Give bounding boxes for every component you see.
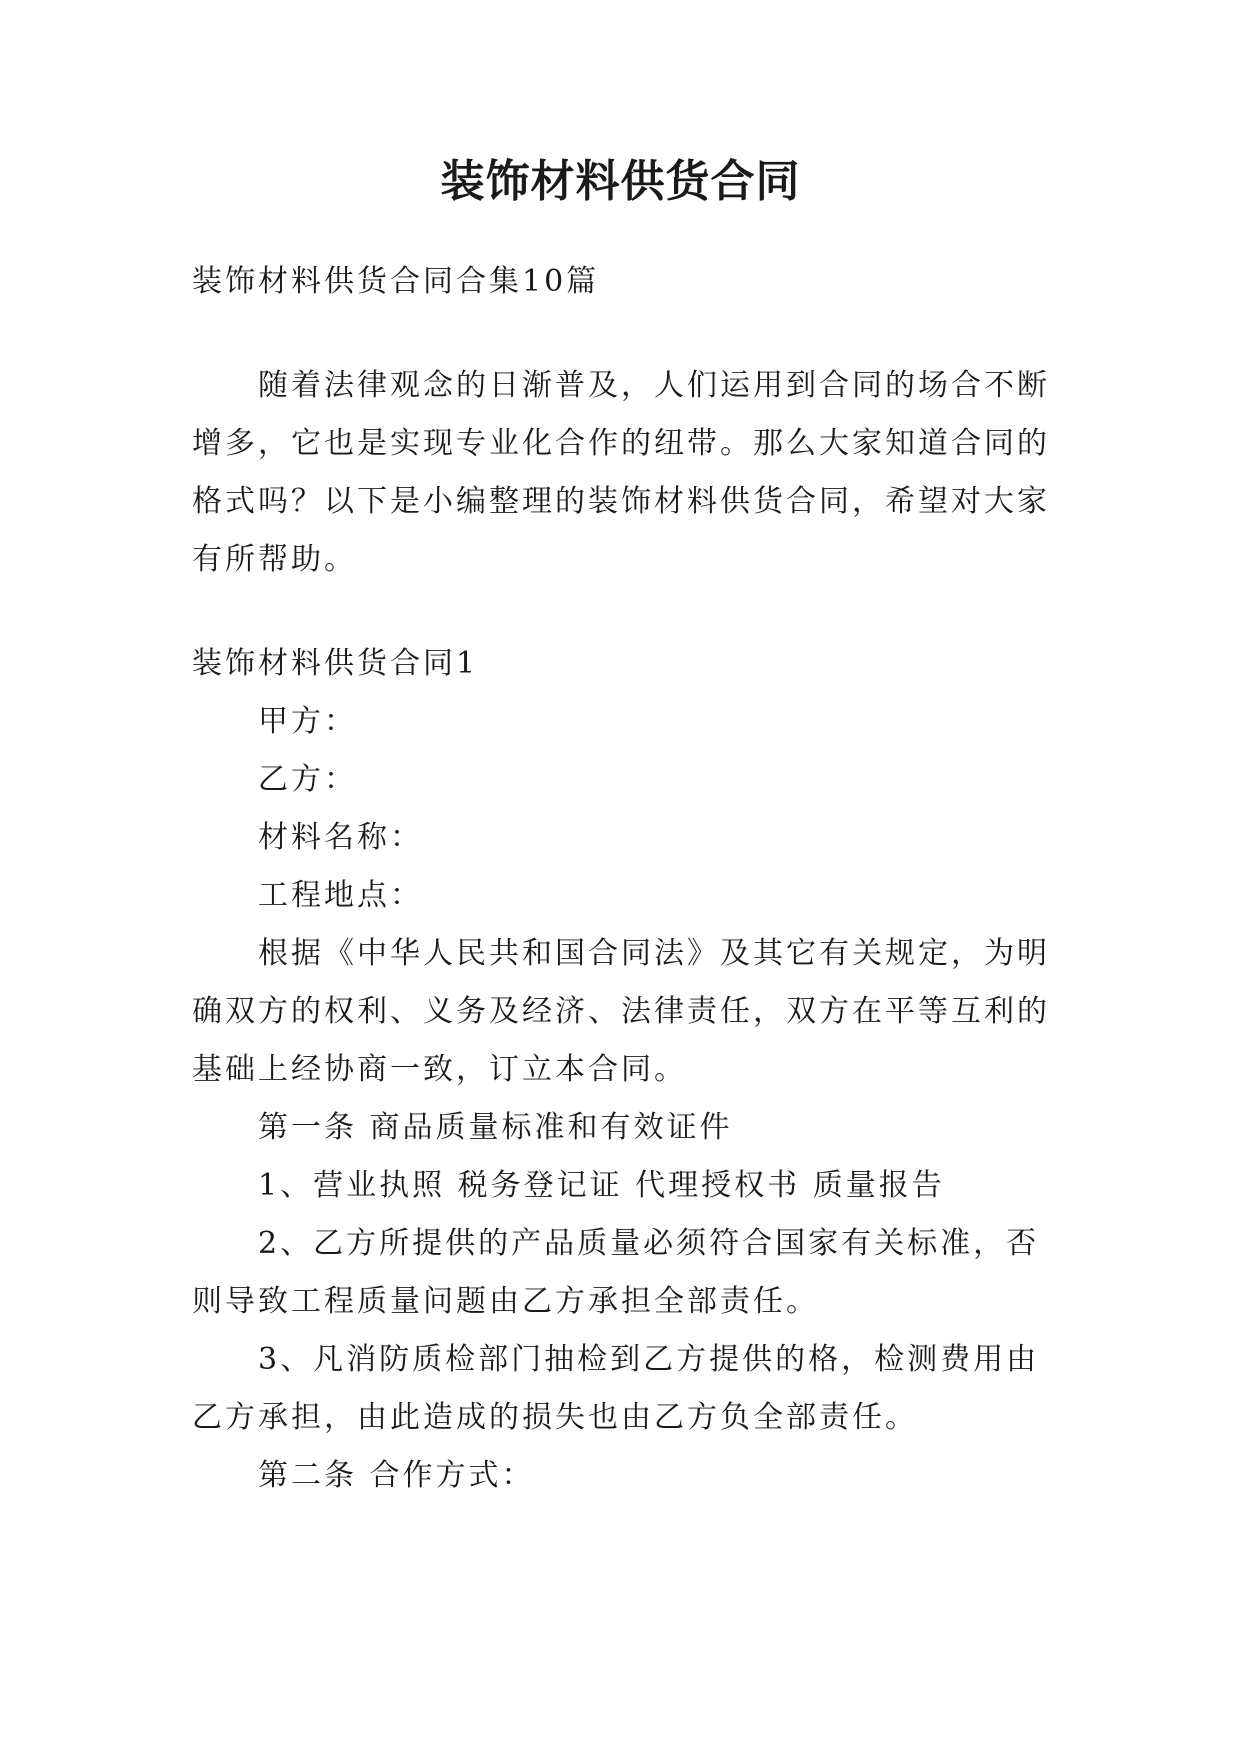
document-title: 装饰材料供货合同 bbox=[440, 156, 801, 207]
section-heading: 装饰材料供货合同1 bbox=[192, 646, 479, 681]
preamble-line: 确双方的权利、义务及经济、法律责任，双方在平等互利的 bbox=[192, 994, 1050, 1029]
intro-line: 有所帮助。 bbox=[192, 542, 357, 577]
article-1-heading: 第一条 商品质量标准和有效证件 bbox=[258, 1110, 733, 1145]
intro-line: 格式吗？以下是小编整理的装饰材料供货合同，希望对大家 bbox=[192, 484, 1050, 519]
field-material-name: 材料名称： bbox=[258, 820, 423, 855]
article-1-item-3: 乙方承担，由此造成的损失也由乙方负全部责任。 bbox=[192, 1400, 918, 1435]
preamble-line: 基础上经协商一致，订立本合同。 bbox=[192, 1052, 687, 1087]
preamble-line: 根据《中华人民共和国合同法》及其它有关规定，为明 bbox=[258, 936, 1050, 971]
article-1-item-3: 3、凡消防质检部门抽检到乙方提供的格，检测费用由 bbox=[258, 1342, 1040, 1377]
article-1-item-2: 2、乙方所提供的产品质量必须符合国家有关标准，否 bbox=[258, 1226, 1040, 1261]
article-2-heading: 第二条 合作方式： bbox=[258, 1458, 535, 1493]
article-1-item-1: 1、营业执照 税务登记证 代理授权书 质量报告 bbox=[258, 1168, 945, 1203]
field-party-b: 乙方： bbox=[258, 762, 357, 797]
field-project-location: 工程地点： bbox=[258, 878, 423, 913]
intro-line: 随着法律观念的日渐普及，人们运用到合同的场合不断 bbox=[258, 368, 1050, 403]
intro-line: 增多，它也是实现专业化合作的纽带。那么大家知道合同的 bbox=[192, 426, 1050, 461]
document-subtitle: 装饰材料供货合同合集10篇 bbox=[192, 264, 600, 299]
field-party-a: 甲方： bbox=[258, 704, 357, 739]
article-1-item-2: 则导致工程质量问题由乙方承担全部责任。 bbox=[192, 1284, 819, 1319]
